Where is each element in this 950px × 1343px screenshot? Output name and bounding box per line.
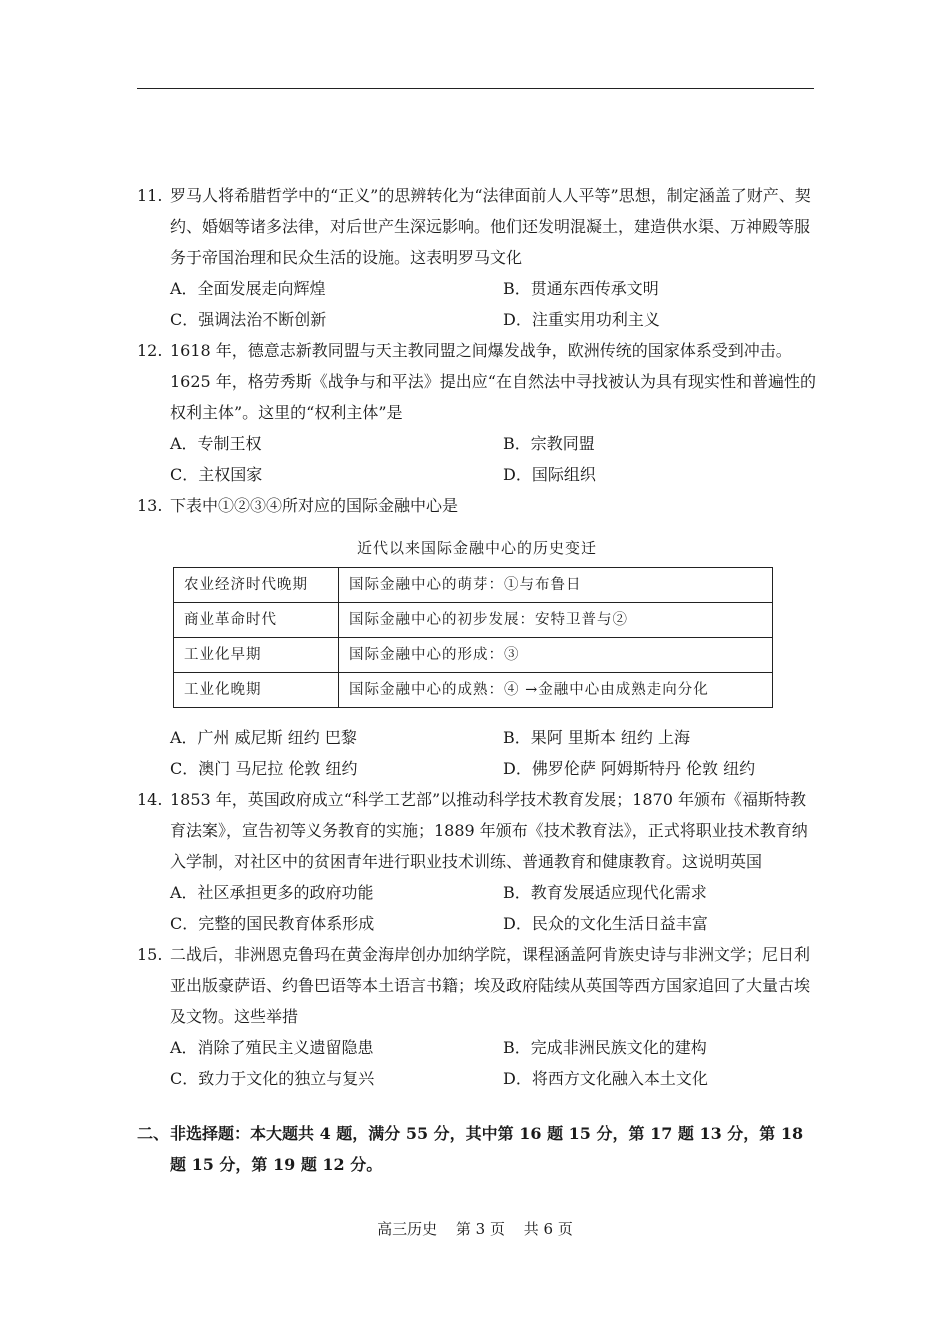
question-number: 11. (137, 186, 163, 205)
footer-subject: 高三历史 (377, 1220, 438, 1238)
question-stem: 二战后，非洲恩克鲁玛在黄金海岸创办加纳学院，课程涵盖阿肯族史诗与非洲文学；尼日利亚出版豪萨语、约鲁巴语等本土语言书籍；埃及政府陆续从英国等西方国家追回了大量古埃及文物。这些举措 (170, 945, 811, 1026)
option-c: C．致力于文化的独立与复兴 (170, 1069, 375, 1088)
table-cell-stage: 国际金融中心的形成：③ (339, 638, 773, 673)
question-number: 14. (137, 790, 163, 809)
option-d: D．将西方文化融入本土文化 (503, 1069, 708, 1088)
finance-center-table (173, 567, 773, 708)
question-number: 13. (137, 496, 163, 515)
option-d: D．佛罗伦萨 阿姆斯特丹 伦敦 纽约 (503, 759, 756, 778)
table-cell-stage: 国际金融中心的萌芽：①与布鲁日 (339, 568, 773, 603)
option-d: D．民众的文化生活日益丰富 (503, 914, 708, 933)
question-11 (137, 180, 817, 335)
question-12 (137, 335, 817, 490)
table-cell-stage: 国际金融中心的成熟：④ →金融中心由成熟走向分化 (339, 673, 773, 708)
option-c: C．强调法治不断创新 (170, 310, 327, 329)
option-b: B．贯通东西传承文明 (503, 279, 659, 298)
question-stem: 1853 年，英国政府成立“科学工艺部”以推动科学技术教育发展；1870 年颁布《福斯特教育法案》，宣告初等义务教育的实施；1889 年颁布《技术教育法》，正式将职业技术教育纳入学制，对社区中的贫困青年进行职业技术训练、普通教育和健康教育。这说明英国 (170, 790, 808, 871)
footer-total: 共 6 页 (523, 1220, 573, 1238)
table-cell-era: 工业化晚期 (174, 673, 339, 708)
option-a: A．全面发展走向辉煌 (170, 279, 326, 298)
question-15 (137, 939, 817, 1094)
table-cell-era: 农业经济时代晚期 (174, 568, 339, 603)
table-cell-era: 工业化早期 (174, 638, 339, 673)
question-number: 15. (137, 945, 163, 964)
table-cell-era: 商业革命时代 (174, 603, 339, 638)
option-b: B．完成非洲民族文化的建构 (503, 1038, 707, 1057)
section-number: 二、 (137, 1124, 170, 1143)
option-b: B．果阿 里斯本 纽约 上海 (503, 728, 691, 747)
option-c: C．澳门 马尼拉 伦敦 纽约 (170, 759, 358, 778)
option-c: C．主权国家 (170, 465, 263, 484)
section-2-heading (137, 1118, 817, 1180)
question-stem: 1618 年，德意志新教同盟与天主教同盟之间爆发战争，欧洲传统的国家体系受到冲击。1625 年，格劳秀斯《战争与和平法》提出应“在自然法中寻找被认为具有现实性和普遍性的权利主体”。这里的“权利主体”是 (170, 341, 816, 422)
question-number: 12. (137, 341, 163, 360)
table-row (174, 638, 773, 673)
footer-page: 第 3 页 (455, 1220, 505, 1238)
option-a: A．专制王权 (170, 434, 262, 453)
option-a: A．消除了殖民主义遗留隐患 (170, 1038, 374, 1057)
question-13 (137, 490, 817, 784)
options-grid (137, 428, 817, 490)
question-stem: 罗马人将希腊哲学中的“正义”的思辨转化为“法律面前人人平等”思想，制定涵盖了财产、契约、婚姻等诸多法律，对后世产生深远影响。他们还发明混凝土，建造供水渠、万神殿等服务于帝国治理和民众生活的设施。这表明罗马文化 (170, 186, 811, 267)
section-text: 非选择题：本大题共 4 题，满分 55 分，其中第 16 题 15 分，第 17 题 13 分，第 18 题 15 分，第 19 题 12 分。 (170, 1124, 804, 1174)
page-content (137, 180, 817, 1180)
option-a: A．社区承担更多的政府功能 (170, 883, 374, 902)
option-b: B．宗教同盟 (503, 434, 595, 453)
table-cell-stage: 国际金融中心的初步发展：安特卫普与② (339, 603, 773, 638)
option-c: C．完整的国民教育体系形成 (170, 914, 375, 933)
options-grid (137, 877, 817, 939)
page-footer (0, 1218, 950, 1239)
options-grid (137, 273, 817, 335)
question-14 (137, 784, 817, 939)
option-d: D．国际组织 (503, 465, 596, 484)
option-d: D．注重实用功利主义 (503, 310, 660, 329)
table-row (174, 673, 773, 708)
table-caption: 近代以来国际金融中心的历史变迁 (356, 539, 597, 557)
options-grid (137, 1032, 817, 1094)
option-b: B．教育发展适应现代化需求 (503, 883, 707, 902)
table-row (174, 568, 773, 603)
header-rule (137, 88, 814, 89)
options-grid (137, 722, 817, 784)
option-a: A．广州 威尼斯 纽约 巴黎 (170, 728, 357, 747)
question-stem: 下表中①②③④所对应的国际金融中心是 (170, 496, 459, 515)
table-row (174, 603, 773, 638)
